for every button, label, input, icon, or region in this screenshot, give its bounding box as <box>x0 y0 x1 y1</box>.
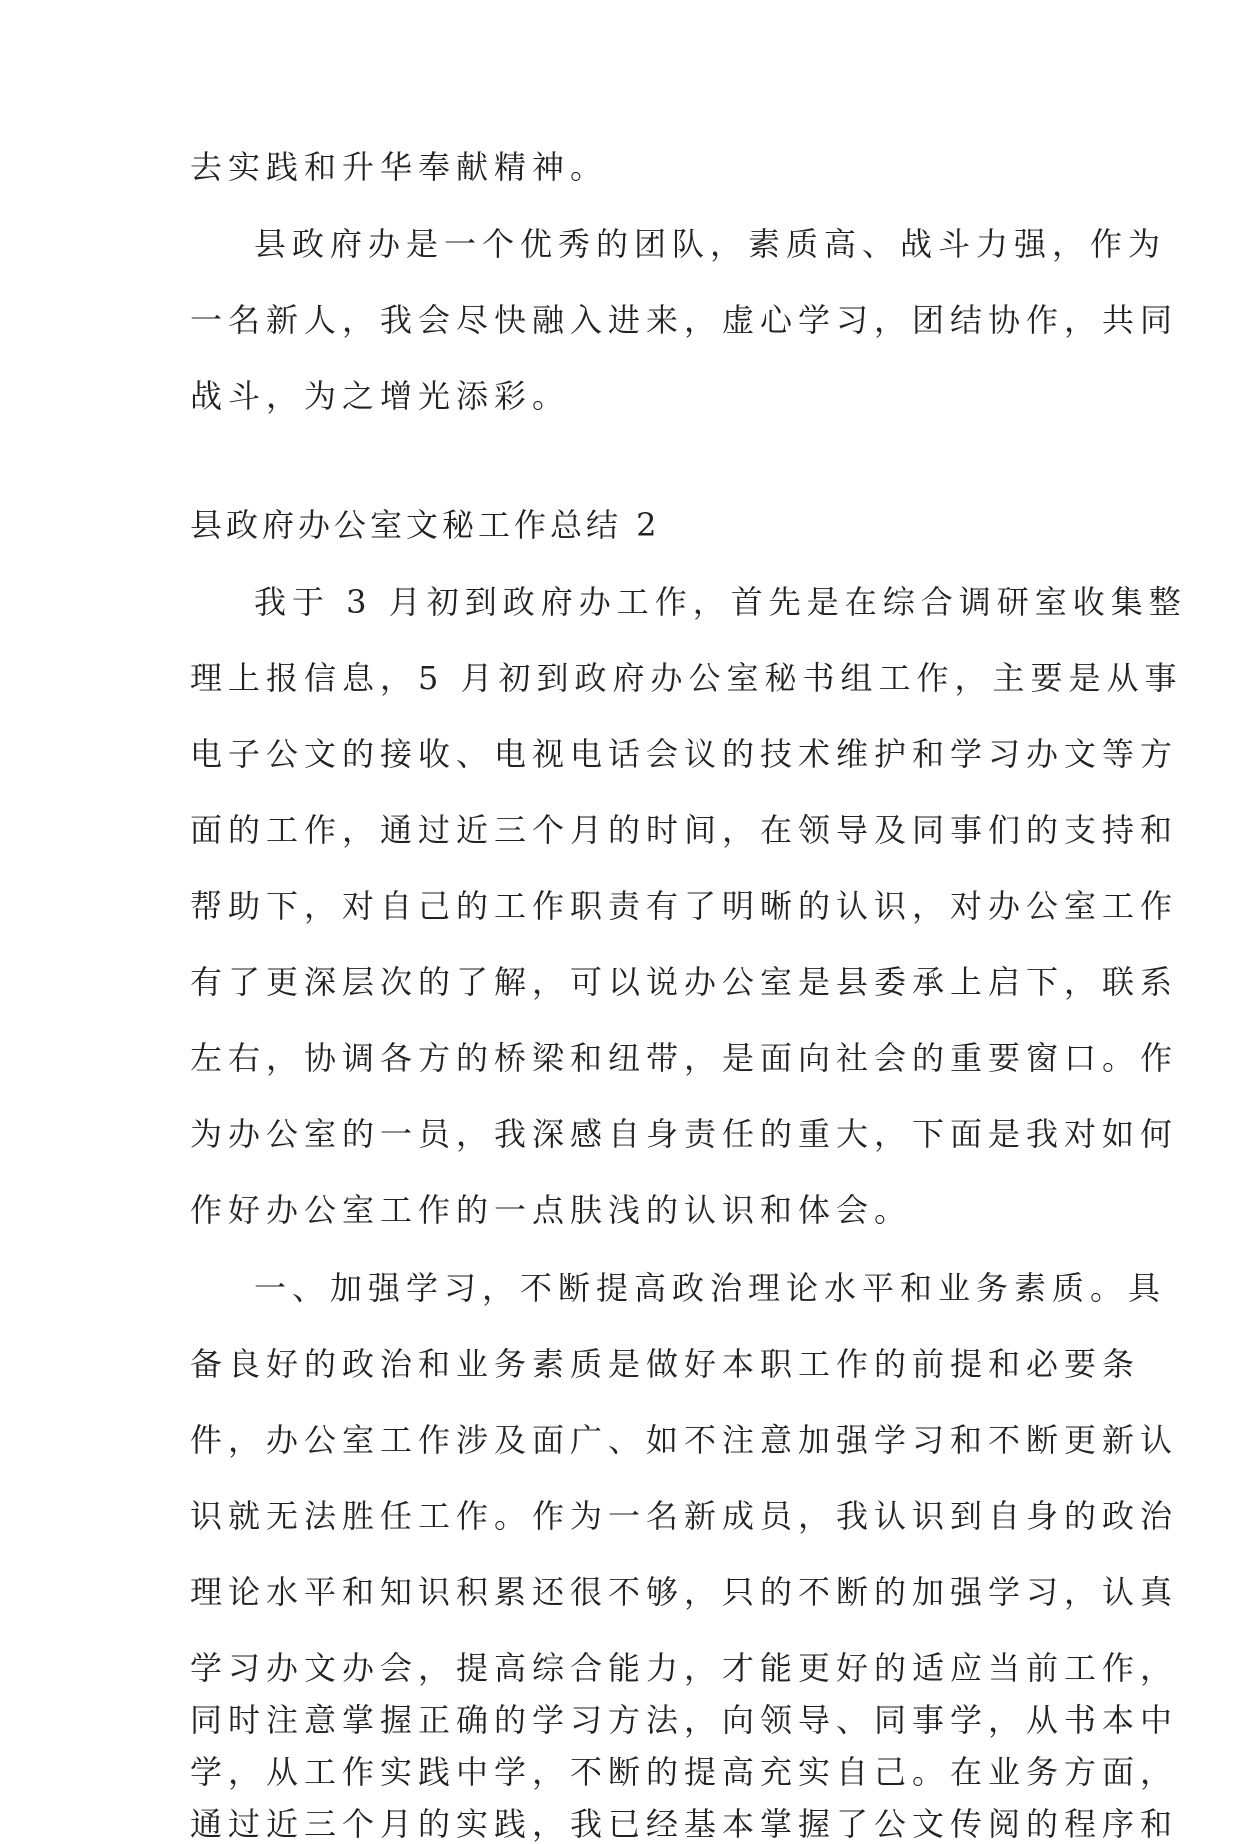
text-line: 件，办公室工作涉及面广、如不注意加强学习和不断更新认 <box>190 1421 1179 1459</box>
section-title: 县政府办公室文秘工作总结 2 <box>190 506 661 544</box>
text-line: 一名新人，我会尽快融入进来，虚心学习，团结协作，共同 <box>190 301 1179 339</box>
text-line: 我于 3 月初到政府办工作，首先是在综合调研室收集整 <box>254 583 1187 621</box>
text-line: 为办公室的一员，我深感自身责任的重大，下面是我对如何 <box>190 1115 1179 1153</box>
text-line: 县政府办是一个优秀的团队，素质高、战斗力强，作为 <box>254 225 1167 263</box>
text-line: 电子公文的接收、电视电话会议的技术维护和学习办文等方 <box>190 735 1179 773</box>
text-line: 左右，协调各方的桥梁和纽带，是面向社会的重要窗口。作 <box>190 1039 1179 1077</box>
text-line: 一、加强学习，不断提高政治理论水平和业务素质。具 <box>254 1269 1167 1307</box>
text-line: 学，从工作实践中学，不断的提高充实自己。在业务方面， <box>190 1753 1179 1791</box>
text-line: 通过近三个月的实践，我已经基本掌握了公文传阅的程序和 <box>190 1805 1179 1843</box>
text-line: 理上报信息，5 月初到政府办公室秘书组工作，主要是从事 <box>190 659 1183 697</box>
text-line: 作好办公室工作的一点肤浅的认识和体会。 <box>190 1191 913 1229</box>
text-line: 理论水平和知识积累还很不够，只的不断的加强学习，认真 <box>190 1573 1179 1611</box>
text-line: 识就无法胜任工作。作为一名新成员，我认识到自身的政治 <box>190 1497 1179 1535</box>
text-line: 面的工作，通过近三个月的时间，在领导及同事们的支持和 <box>190 811 1179 849</box>
text-line: 学习办文办会，提高综合能力，才能更好的适应当前工作， <box>190 1649 1179 1687</box>
text-line: 帮助下，对自己的工作职责有了明晰的认识，对办公室工作 <box>190 887 1179 925</box>
text-line: 战斗，为之增光添彩。 <box>190 377 571 415</box>
text-line: 去实践和升华奉献精神。 <box>190 148 609 186</box>
text-line: 同时注意掌握正确的学习方法，向领导、同事学，从书本中 <box>190 1701 1179 1739</box>
text-line: 有了更深层次的了解，可以说办公室是县委承上启下，联系 <box>190 963 1179 1001</box>
text-line: 备良好的政治和业务素质是做好本职工作的前提和必要条 <box>190 1345 1141 1383</box>
